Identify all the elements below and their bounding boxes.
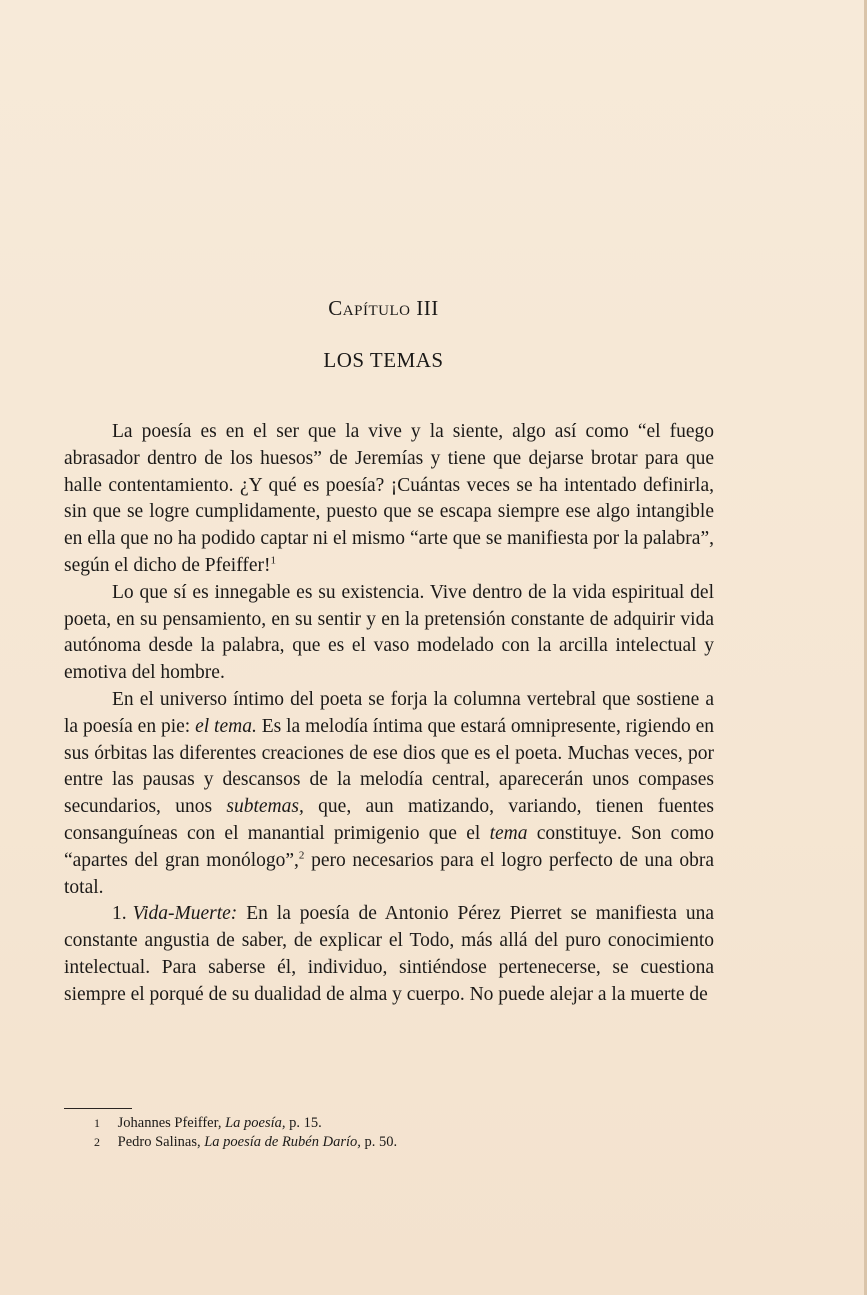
footnote-1	[94, 1114, 694, 1133]
footnote-work: La poesía,	[225, 1115, 286, 1131]
chapter-heading	[0, 296, 767, 321]
emphasis-el-tema: el tema.	[195, 715, 257, 737]
chapter-numeral: III	[416, 296, 439, 320]
paragraph-2: Lo que sí es innegable es su existencia. Vive dentro de la vida espiritual del poeta, en su pensamiento, en su sentir y en la pretensión constante de adquirir vida autónoma desde la palabra, que es el vaso modelado con la arcilla intelectual y emotiva del hombre.	[64, 581, 714, 684]
footnote-author: Johannes Pfeiffer,	[117, 1115, 222, 1131]
section-heading-vida-muerte: Vida-Muerte:	[132, 903, 238, 925]
footnote-page: p. 50.	[364, 1134, 398, 1150]
footnote-ref-1: 1	[270, 554, 276, 567]
paragraph-1	[64, 419, 714, 580]
footnote-mark: 2	[94, 1135, 100, 1149]
paragraph-3-text-b: Es la melodía íntima que estará omnipresente, rigiendo en sus órbitas las diferentes creaciones de ese dios que es el poeta. Muchas veces, por entre las pausas y descansos de la melodía central, aparecerán unos compases secundarios, unos	[64, 715, 714, 818]
paragraph-1-text: La poesía es en el ser que la vive y la siente, algo así como “el fuego abrasador dentro de los huesos” de Jeremías y tiene que dejarse brotar para que halle contentamiento. ¿Y qué es poesía? ¡Cuántas veces se ha intentado definirla, sin que se logre cumplidamente, puesto que se escapa siempre ese algo intangible en ella que no ha podido captar ni el mismo “arte que se manifiesta por la palabra”, según el dicho de Pfeiffer!	[64, 421, 714, 576]
chapter-label: Capítulo	[328, 296, 411, 320]
paragraph-3	[64, 687, 714, 901]
body-text	[64, 419, 714, 1009]
paragraph-3-text-a: En el universo íntimo del poeta se forja la columna vertebral que sostiene a la poesía en pie:	[64, 688, 714, 737]
footnote-2	[94, 1133, 694, 1152]
emphasis-tema: tema	[489, 822, 528, 844]
paragraph-3-text-c: que, aun matizando, variando, tienen fuentes consanguíneas con el manantial primigenio que el	[64, 796, 715, 844]
chapter-title: LOS TEMAS	[323, 348, 444, 372]
paragraph-4-text: En la poesía de Antonio Pérez Pierret se manifiesta una constante angustia de saber, de explicar el Todo, más allá del puro conocimiento intelectual. Para saberse él, individuo, sintiéndose pertenecerse, se cuestiona siempre el porqué de su dualidad de alma y cuerpo. No puede alejar a la muerte de	[64, 903, 715, 1005]
footnote-author: Pedro Salinas,	[117, 1134, 201, 1150]
paragraph-4	[64, 901, 714, 1008]
paragraph-3-text-e: pero necesarios para el logro perfecto de una obra total.	[64, 849, 714, 898]
footnotes	[94, 1114, 694, 1152]
footnote-mark: 1	[94, 1116, 100, 1130]
footnote-page: p. 15.	[289, 1115, 322, 1131]
paragraph-3-text-d: constituye. Son como “apartes del gran monólogo”,	[64, 822, 714, 871]
emphasis-subtemas: subtemas,	[226, 796, 304, 818]
section-number: 1.	[112, 903, 127, 925]
footnote-ref-2: 2	[298, 849, 305, 862]
footnote-work: La poesía de Rubén Darío,	[204, 1134, 361, 1150]
footnote-divider	[64, 1108, 132, 1109]
